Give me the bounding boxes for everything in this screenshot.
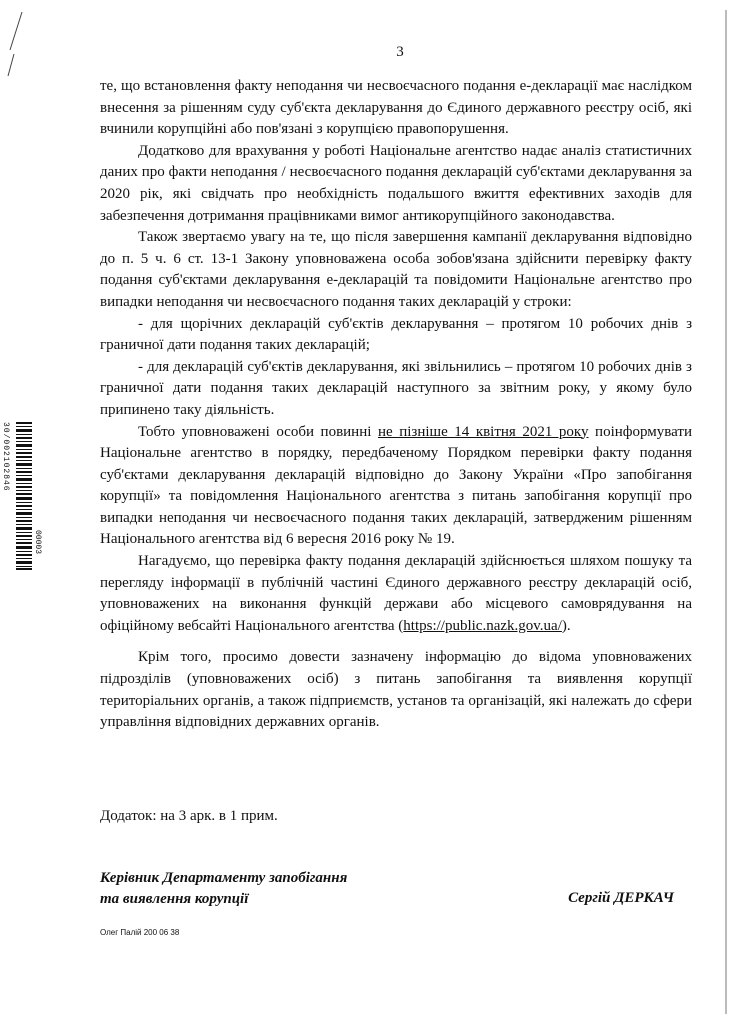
scan-edge-line xyxy=(718,0,744,1024)
paragraph-continuation: те, що встановлення факту неподання чи несвоєчасного подання е-декларації має наслідком внесення за рішенням суду суб'єкта декларування до Єдиного державного реєстру осіб, які вчинили корупційні або пов'язані з корупцією правопорушення. xyxy=(100,78,692,138)
website-link[interactable]: https://public.nazk.gov.ua/ xyxy=(403,617,562,634)
paragraph-deadline xyxy=(100,422,692,552)
barcode-short-number: 00003 xyxy=(33,530,42,555)
paragraph-request: Крім того, просимо довести зазначену інформацію до відома уповноважених підрозділів (уповноважених осіб) з питань запобігання та виявлення корупції територіальних органів, а також підприємств, установ та організацій, які належать до сфери управління відповідних державних органів. xyxy=(100,649,692,731)
executor-contact: Олег Палій 200 06 38 xyxy=(100,928,180,937)
scan-edge-mark xyxy=(0,10,30,80)
barcode-number: 30/002102846 xyxy=(1,422,10,492)
letter-body xyxy=(100,76,692,734)
list-item-dismissed: - для декларацій суб'єктів декларування, які звільнились – протягом 10 робочих днів з граничної дати подання таких декларацій наступного за звітним року, у якому було припинено таку діяльність. xyxy=(100,358,692,418)
deadline-date: не пізніше 14 квітня 2021 року xyxy=(377,423,589,440)
signature-title-line1: Керівник Департаменту запобігання xyxy=(100,870,348,886)
list-item-annual: - для щорічних декларацій суб'єктів декларування – протягом 10 робочих днів з граничної дати подання таких декларацій; xyxy=(100,315,692,354)
signer-name: Сергій ДЕРКАЧ xyxy=(568,890,674,906)
signature-title-line2: та виявлення корупції xyxy=(100,891,249,907)
deadline-text-after: поінформувати Національне агентство в порядку, передбаченому Порядком перевірки факту подання суб'єктами декларування декларацій відповідно до Закону України «Про запобігання корупції» та повідомлення Національного агентства з питань запобігання корупції про випадки неподання чи несвоєчасного подання таких декларацій, затвердженим рішенням Національного агентства від 6 вересня 2016 року № 19. xyxy=(100,423,692,548)
paragraph-statistics: Додатково для врахування у роботі Національне агентство надає аналіз статистичних даних про факти неподання / несвоєчасного подання декларацій суб'єктами декларування за 2020 рік, які свідчать про необхідність подальшого вжиття ефективних заходів для забезпечення дотримання працівниками вимог антикорупційного законодавства. xyxy=(100,142,692,224)
deadline-text-before: Тобто уповноважені особи повинні xyxy=(138,423,378,440)
attachment-note: Додаток: на 3 арк. в 1 прим. xyxy=(100,808,278,824)
reminder-text-before: Нагадуємо, що перевірка факту подання декларацій здійснюється шляхом пошуку та перегляду інформації в публічній частині Єдиного державного реєстру декларацій осіб, уповноважених на виконання функцій держави або місцевого самоврядування на офіційному вебсайті Національного агентства ( xyxy=(100,553,692,634)
reminder-text-after: ). xyxy=(561,617,571,634)
paragraph-verification: Також звертаємо увагу на те, що після завершення кампанії декларування відповідно до п. 5 ч. 6 ст. 13-1 Закону уповноважена особа зобов'язана здійснити перевірку факту подання суб'єктами декларування е-декларацій та повідомити Національне агентство про випадки неподання чи несвоєчасного подання таких декларацій у строки: xyxy=(100,229,692,310)
page-number: 3 xyxy=(396,44,404,60)
paragraph-reminder xyxy=(100,551,692,637)
